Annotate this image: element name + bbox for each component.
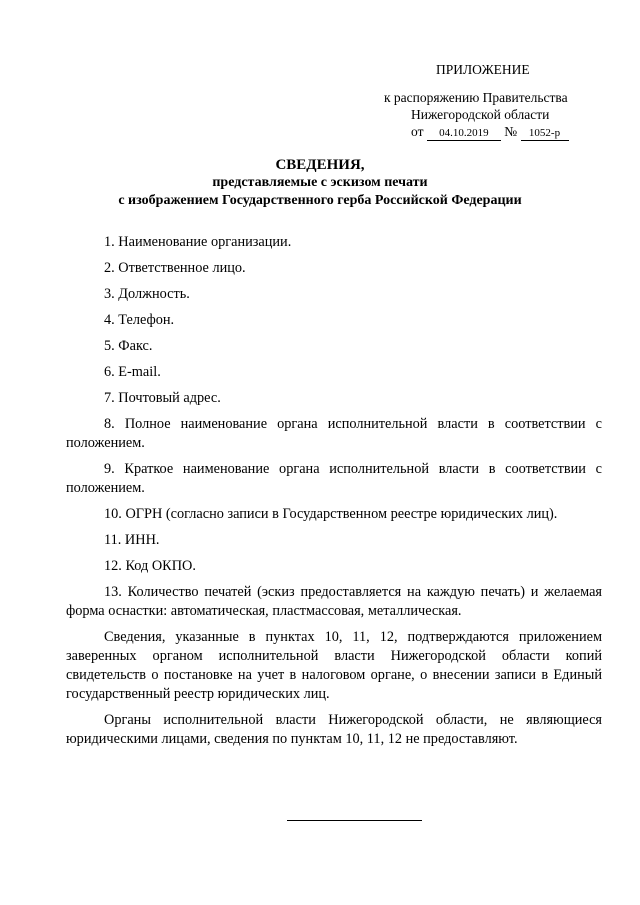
list-item: 13. Количество печатей (эскиз предоставляется на каждую печать) и желаемая форма оснастки: автоматическая, пластмассовая, металлическая.: [66, 584, 602, 619]
order-date: 04.10.2019: [427, 127, 501, 141]
list-item: 2. Ответственное лицо.: [104, 260, 246, 276]
order-date-number: [411, 123, 569, 141]
document-subtitle-2: с изображением Государственного герба Российской Федерации: [118, 193, 522, 208]
document-subtitle-1: представляемые с эскизом печати: [212, 175, 428, 190]
region-name: Нижегородской области: [411, 107, 550, 122]
order-reference: к распоряжению Правительства: [384, 90, 568, 105]
list-item: 11. ИНН.: [104, 532, 160, 548]
list-item: 3. Должность.: [104, 286, 190, 302]
number-sign: №: [504, 124, 518, 139]
closing-divider: [287, 820, 422, 821]
list-item: 10. ОГРН (согласно записи в Государственном реестре юридических лиц).: [104, 506, 558, 522]
list-item: 4. Телефон.: [104, 312, 175, 328]
document-title: СВЕДЕНИЯ,: [275, 157, 365, 173]
note-paragraph: Органы исполнительной власти Нижегородской области, не являющиеся юридическими лицами, сведения по пунктам 10, 11, 12 не предоставляют.: [66, 712, 602, 747]
list-item: 8. Полное наименование органа исполнительной власти в соответствии с положением.: [66, 416, 602, 451]
order-number: 1052-р: [521, 127, 569, 141]
list-item: 1. Наименование организации.: [104, 234, 292, 250]
note-paragraph: Сведения, указанные в пунктах 10, 11, 12, подтверждаются приложением заверенных органом исполнительной власти Нижегородской области копий свидетельств о постановке на учет в налоговом органе, о внесении записи в Единый государственный реестр юридических лиц.: [66, 629, 602, 702]
list-item: 7. Почтовый адрес.: [104, 390, 221, 406]
date-prefix: от: [411, 124, 424, 139]
document-body: [66, 233, 602, 756]
list-item: 12. Код ОКПО.: [104, 558, 196, 574]
list-item: 6. E-mail.: [104, 364, 161, 380]
list-item: 9. Краткое наименование органа исполнительной власти в соответствии с положением.: [66, 461, 602, 496]
list-item: 5. Факс.: [104, 338, 153, 354]
annex-label: ПРИЛОЖЕНИЕ: [436, 62, 530, 77]
